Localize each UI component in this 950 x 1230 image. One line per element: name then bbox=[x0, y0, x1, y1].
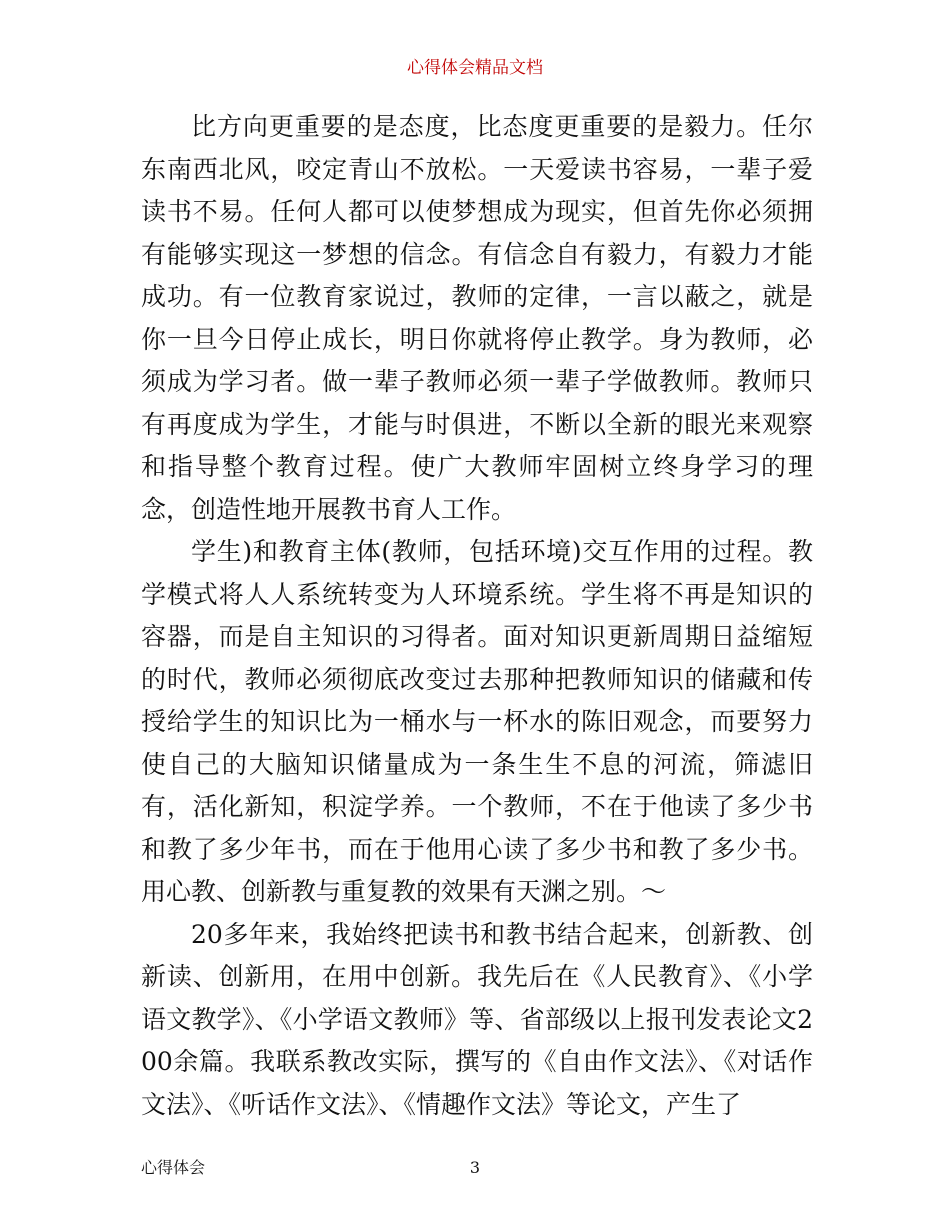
paragraph-3: 20多年来，我始终把读书和教书结合起来，创新教、创新读、创新用，在用中创新。我先后在《人民教育》、《小学语文教学》、《小学语文教师》等、省部级以上报刊发表论文200余篇。我联系教改实际，撰写的《自由作文法》、《对话作文法》、《听话作文法》、《情趣作文法》等论文，产生了 bbox=[141, 919, 813, 1119]
document-body bbox=[141, 106, 813, 1126]
page-footer-label: 心得体会 bbox=[141, 1158, 206, 1177]
page-header-title: 心得体会精品文档 bbox=[407, 58, 543, 78]
paragraph-2: 学生)和教育主体(教师，包括环境)交互作用的过程。教学模式将人人系统转变为人环境系统。学生将不再是知识的容器，而是自主知识的习得者。面对知识更新周期日益缩短的时代，教师必须彻底改变过去那种把教师知识的储藏和传授给学生的知识比为一桶水与一杯水的陈旧观念，而要努力使自己的大脑知识储量成为一条生生不息的河流，筛滤旧有，活化新知，积淀学养。一个教师，不在于他读了多少书和教了多少年书，而在于他用心读了多少书和教了多少书。用心教、创新教与重复教的效果有天渊之别。～ bbox=[141, 537, 813, 906]
page-number: 3 bbox=[469, 1158, 481, 1177]
paragraph-1: 比方向更重要的是态度，比态度更重要的是毅力。任尔东南西北风，咬定青山不放松。一天爱读书容易，一辈子爱读书不易。任何人都可以使梦想成为现实，但首先你必须拥有能够实现这一梦想的信念。有信念自有毅力，有毅力才能成功。有一位教育家说过，教师的定律，一言以蔽之，就是你一旦今日停止成长，明日你就将停止教学。身为教师，必须成为学习者。做一辈子教师必须一辈子学做教师。教师只有再度成为学生，才能与时俱进，不断以全新的眼光来观察和指导整个教育过程。使广大教师牢固树立终身学习的理念，创造性地开展教书育人工作。 bbox=[141, 112, 813, 524]
